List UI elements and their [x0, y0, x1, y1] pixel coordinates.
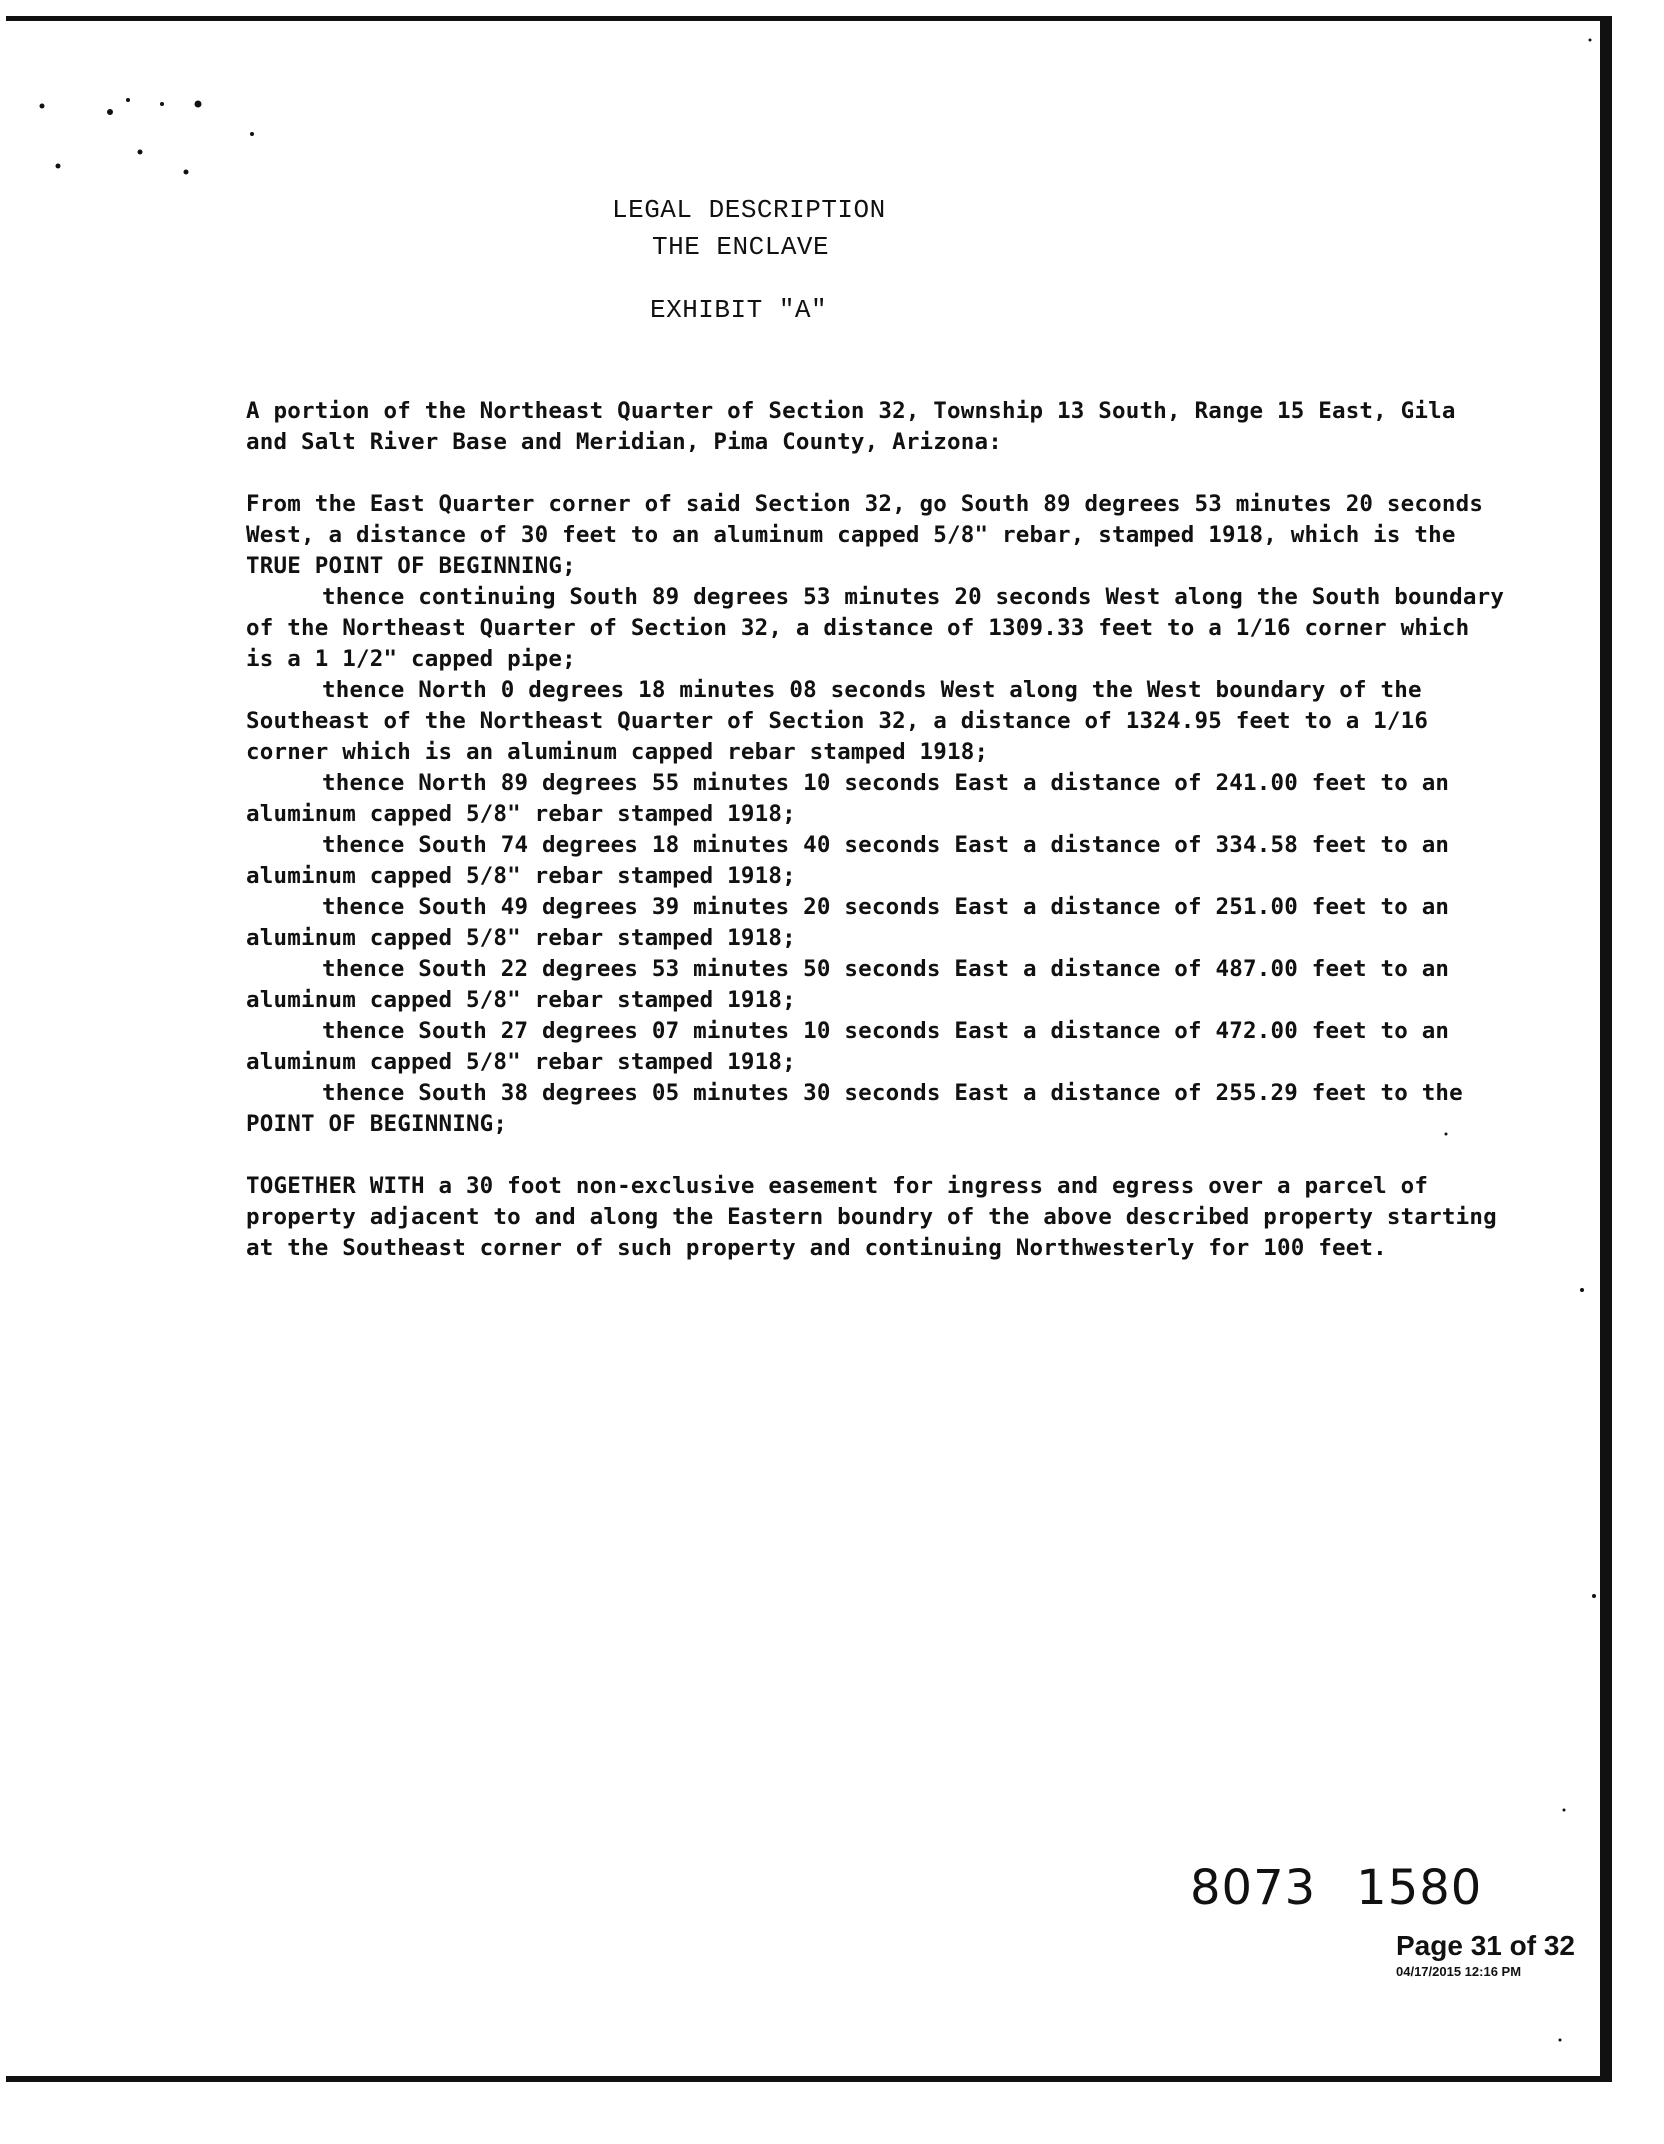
point-of-beginning-paragraph: From the East Quarter corner of said Section 32, go South 89 degrees 53 minutes 20 seconds West, a distance of 30 feet to an aluminum capped 5/8" rebar, stamped 1918, which is the TRUE POINT OF BEGINNING;	[246, 491, 1484, 579]
boundary-call: thence continuing South 89 degrees 53 minutes 20 seconds West along the South boundary of the Northeast Quarter of Section 32, a distance of 1309.33 feet to a 1/16 corner which is a 1 1/2" capped pipe;	[246, 584, 1505, 672]
easement-paragraph: TOGETHER WITH a 30 foot non-exclusive easement for ingress and egress over a parcel of property adjacent to and along the Eastern boundry of the above described property starting at the Southeast corner of such property and continuing Northwesterly for 100 feet.	[246, 1173, 1497, 1261]
boundary-call: thence South 38 degrees 05 minutes 30 seconds East a distance of 255.29 feet to the POINT OF BEGINNING;	[246, 1080, 1463, 1137]
boundary-call: thence South 27 degrees 07 minutes 10 seconds East a distance of 472.00 feet to an aluminum capped 5/8" rebar stamped 1918;	[246, 1018, 1450, 1075]
boundary-call: thence North 0 degrees 18 minutes 08 seconds West along the West boundary of the Southeast of the Northeast Quarter of Section 32, a distance of 1324.95 feet to a 1/16 corner which is an aluminum capped rebar stamped 1918;	[246, 677, 1429, 765]
document-subtitle: THE ENCLAVE	[652, 232, 830, 262]
document-title: LEGAL DESCRIPTION	[612, 195, 886, 225]
boundary-call: thence South 74 degrees 18 minutes 40 seconds East a distance of 334.58 feet to an aluminum capped 5/8" rebar stamped 1918;	[246, 832, 1450, 889]
boundary-call: thence South 49 degrees 39 minutes 20 seconds East a distance of 251.00 feet to an aluminum capped 5/8" rebar stamped 1918;	[246, 894, 1450, 951]
intro-paragraph: A portion of the Northeast Quarter of Section 32, Township 13 South, Range 15 East, Gila and Salt River Base and Meridian, Pima County, Arizona:	[246, 398, 1456, 455]
book-number: 8073	[1190, 1860, 1317, 1916]
legal-description-body	[246, 396, 1506, 1295]
recording-timestamp: 04/17/2015 12:16 PM	[1396, 1964, 1522, 1979]
page-count: Page 31 of 32	[1396, 1930, 1575, 1961]
page-number: 1580	[1356, 1860, 1483, 1916]
exhibit-label: EXHIBIT "A"	[650, 295, 828, 325]
boundary-call: thence North 89 degrees 55 minutes 10 seconds East a distance of 241.00 feet to an aluminum capped 5/8" rebar stamped 1918;	[246, 770, 1450, 827]
book-page-stamp	[1190, 1860, 1482, 1916]
boundary-call: thence South 22 degrees 53 minutes 50 seconds East a distance of 487.00 feet to an aluminum capped 5/8" rebar stamped 1918;	[246, 956, 1450, 1013]
